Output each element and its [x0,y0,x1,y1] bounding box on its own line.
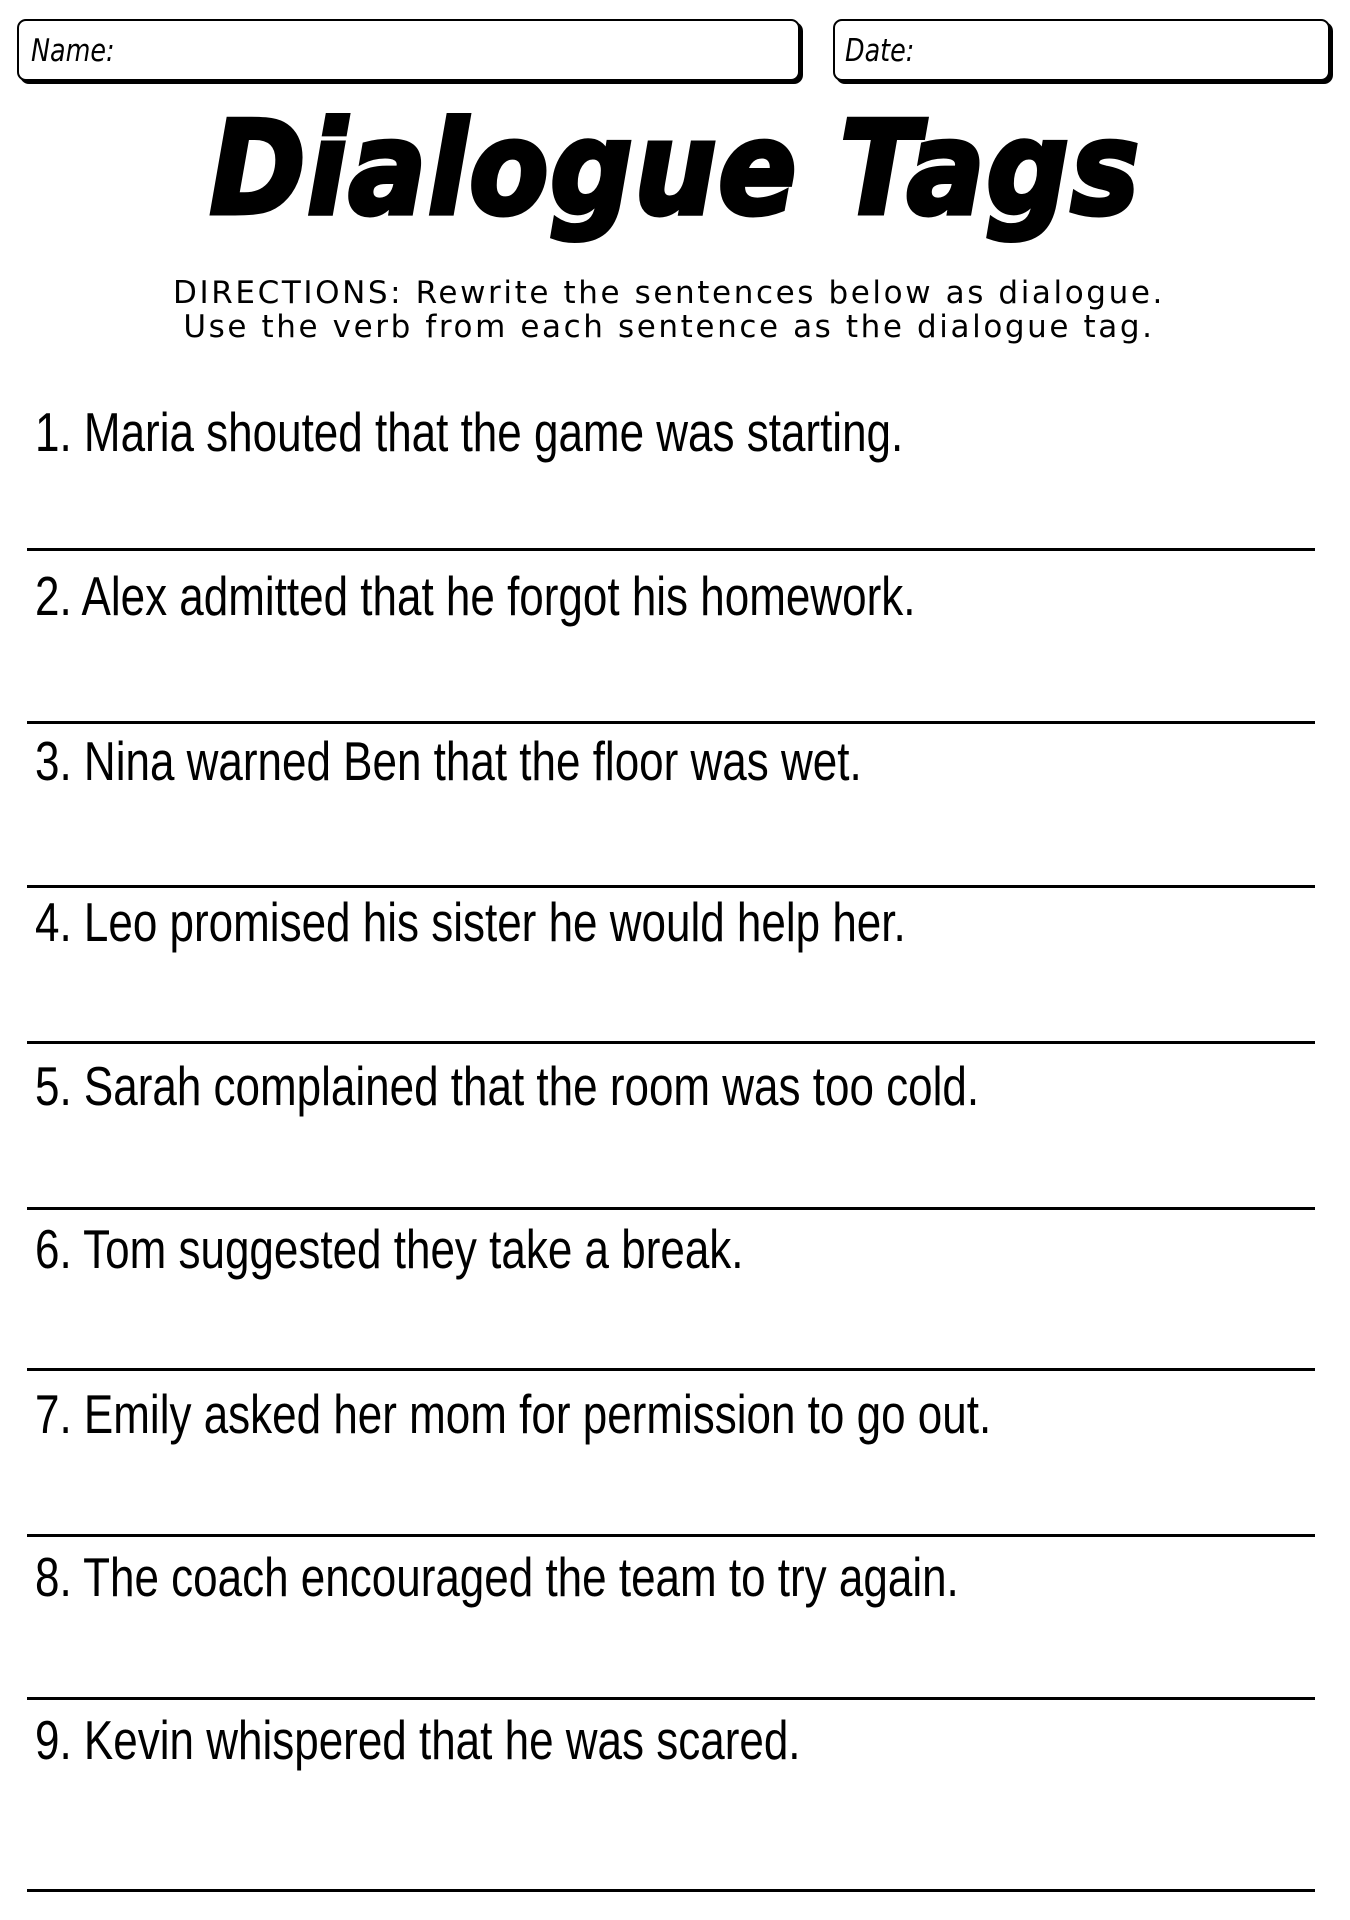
prompt-sentence-4: 4. Leo promised his sister he would help her. [35,891,906,953]
answer-line-3[interactable] [27,885,1315,888]
answer-line-2[interactable] [27,721,1315,724]
name-field-box[interactable] [17,19,800,81]
worksheet-title [0,95,1350,245]
answer-line-5[interactable] [27,1207,1315,1210]
answer-line-7[interactable] [27,1534,1315,1537]
prompt-sentence-6: 6. Tom suggested they take a break. [35,1218,744,1280]
name-input[interactable] [129,29,786,71]
answer-line-9[interactable] [27,1889,1315,1892]
directions-line-2: Use the verb from each sentence as the dialogue tag. [183,309,1155,345]
date-field-box[interactable] [833,19,1330,81]
prompt-sentence-7: 7. Emily asked her mom for permission to go out. [35,1383,992,1445]
date-label: Date: [845,33,915,69]
prompt-sentence-3: 3. Nina warned Ben that the floor was wet. [35,730,862,792]
prompt-sentence-2: 2. Alex admitted that he forgot his homework. [35,565,916,627]
directions-line-1: DIRECTIONS: Rewrite the sentences below as dialogue. [173,275,1165,311]
prompt-sentence-9: 9. Kevin whispered that he was scared. [35,1709,801,1771]
answer-line-1[interactable] [27,548,1315,551]
worksheet-title-text: Dialogue Tags [209,95,1141,244]
answer-line-6[interactable] [27,1368,1315,1371]
prompt-sentence-1: 1. Maria shouted that the game was starting. [35,401,904,463]
date-input[interactable] [935,29,1316,71]
prompt-sentence-5: 5. Sarah complained that the room was too cold. [35,1055,980,1117]
answer-line-8[interactable] [27,1697,1315,1700]
name-label: Name: [31,33,115,69]
answer-line-4[interactable] [27,1041,1315,1044]
prompt-sentence-8: 8. The coach encouraged the team to try again. [35,1546,959,1608]
